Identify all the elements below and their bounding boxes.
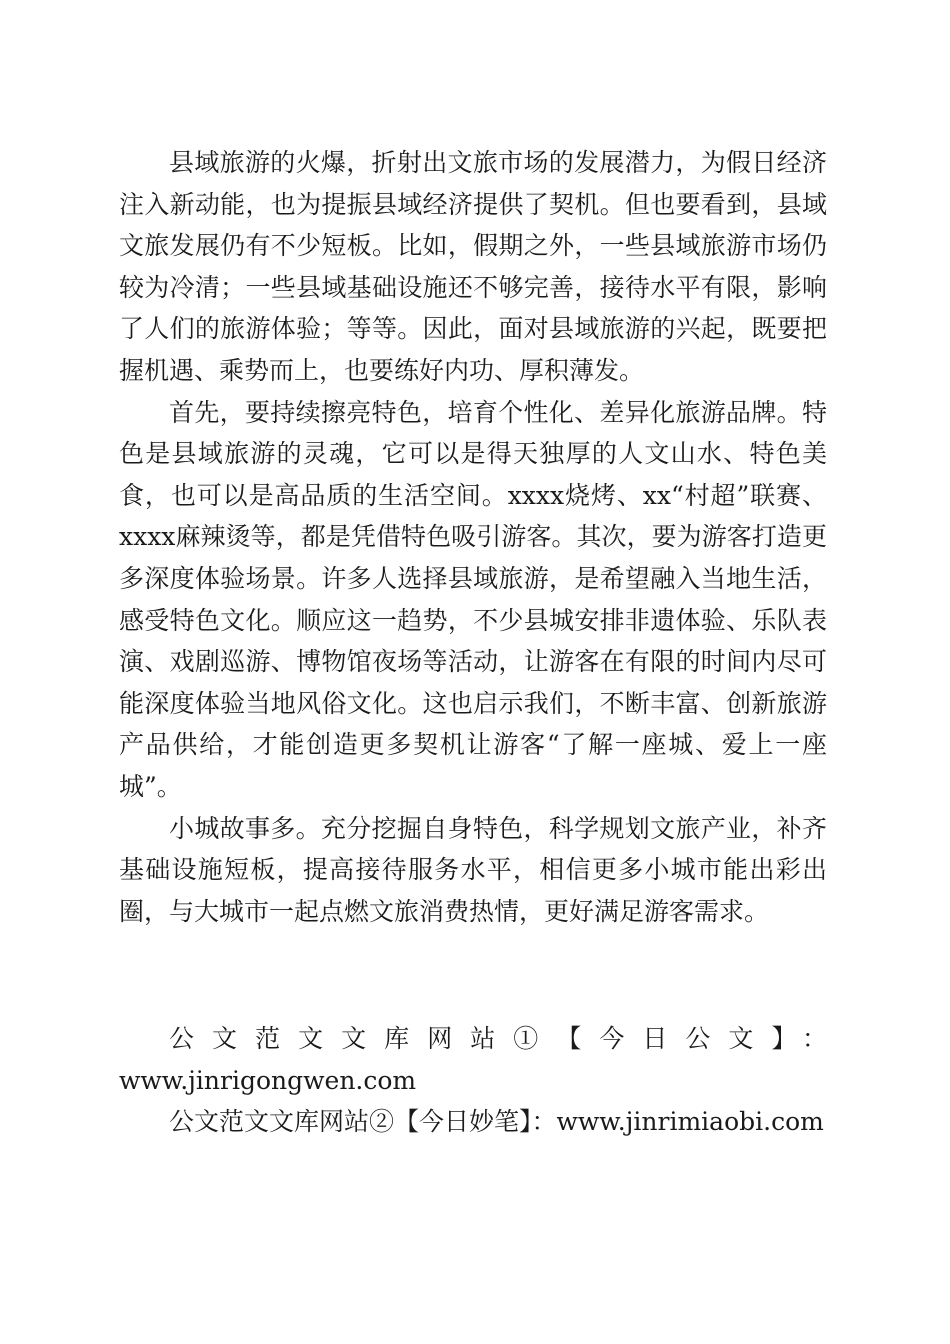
website-link-1-url[interactable]: www.jinrigongwen.com	[119, 1065, 417, 1095]
website-link-1-label: 公文范文文库网站①【今日公文】：	[169, 1024, 827, 1053]
paragraph-2: 首先，要持续擦亮特色，培育个性化、差异化旅游品牌。特色是县域旅游的灵魂，它可以是得天独厚的人文山水、特色美食，也可以是高品质的生活空间。xxxx烧烤、xx“村超”联赛、xxxx麻辣烫等，都是凭借特色吸引游客。其次，要为游客打造更多深度体验场景。许多人选择县域旅游，是希望融入当地生活，感受特色文化。顺应这一趋势，不少县城安排非遗体验、乐队表演、戏剧巡游、博物馆夜场等活动，让游客在有限的时间内尽可能深度体验当地风俗文化。这也启示我们，不断丰富、创新旅游产品供给，才能创造更多契机让游客“了解一座城、爱上一座城”。	[119, 397, 827, 801]
website-links	[119, 1018, 827, 1143]
paragraph-3: 小城故事多。充分挖掘自身特色，科学规划文旅产业，补齐基础设施短板，提高接待服务水平，相信更多小城市能出彩出圈，与大城市一起点燃文旅消费热情，更好满足游客需求。	[119, 813, 827, 926]
article-body	[119, 142, 827, 932]
website-link-2[interactable]: 公文范文文库网站②【今日妙笔】：www.jinrimiaobi.com	[169, 1107, 824, 1137]
paragraph-1: 县域旅游的火爆，折射出文旅市场的发展潜力，为假日经济注入新动能，也为提振县域经济提供了契机。但也要看到，县域文旅发展仍有不少短板。比如，假期之外，一些县域旅游市场仍较为冷清；一些县域基础设施还不够完善，接待水平有限，影响了人们的旅游体验；等等。因此，面对县域旅游的兴起，既要把握机遇、乘势而上，也要练好内功、厚积薄发。	[119, 148, 827, 385]
